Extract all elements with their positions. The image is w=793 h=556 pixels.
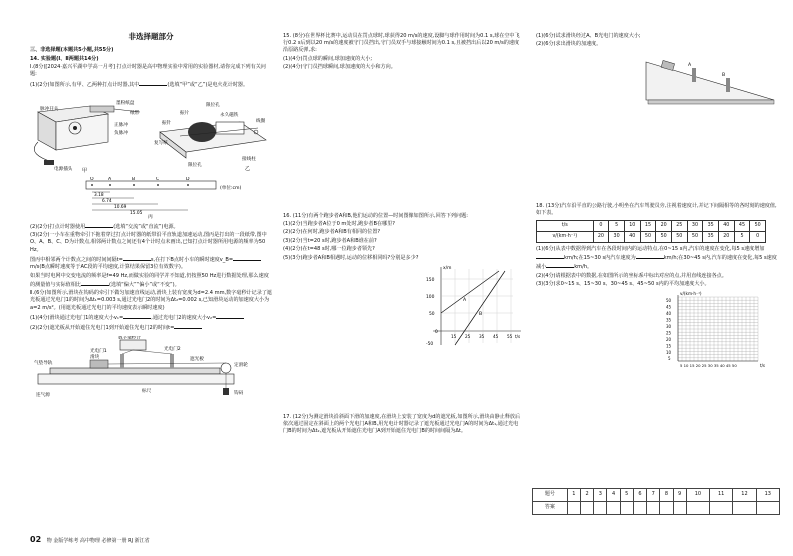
pt-D: D	[186, 176, 190, 182]
xt-xtick-25: 25	[465, 333, 471, 339]
q14-I-4: 如果当时电网中交变电流的频率是f=49 Hz,而做实验的同学并不知道,仍按照50 Hz进行数据处理,那么速度的测量值与实际值相比 (选填“偏大”“偏小”或“不变”)。	[30, 272, 269, 288]
answer-blank[interactable]	[233, 255, 261, 261]
vt-ytick-25: 25	[666, 330, 672, 336]
vt-ytick-40: 40	[666, 311, 672, 317]
xt-label-A: A	[463, 297, 467, 303]
label-pulse: 脉冲开关	[40, 106, 59, 112]
label-weight: 钩码	[234, 390, 244, 396]
label-vibr: 振片	[180, 110, 190, 116]
answer-blank[interactable]	[174, 323, 202, 329]
xt-xtick-55: 55	[507, 333, 513, 339]
tape-figure	[30, 177, 272, 219]
q15-answer-space[interactable]	[283, 73, 523, 213]
vt-ytick-50: 50	[666, 298, 672, 304]
xt-xtick-35: 35	[479, 333, 485, 339]
label-pulley: 定滑轮	[234, 362, 248, 368]
vt-xunit: t/s	[760, 363, 765, 369]
vt-xticks: 5 10 15 20 25 30 35 40 45 50	[680, 363, 737, 369]
xt-ytick-100: 100	[426, 294, 435, 300]
answer-cell[interactable]	[647, 502, 660, 515]
answer-cell[interactable]	[733, 502, 756, 515]
section-heading: 三、非选择题(本题共5小题,共55分)	[30, 47, 114, 54]
label-coil: 线圈	[256, 118, 266, 124]
airtrack-figure	[30, 336, 272, 402]
label-neg: 负脉冲	[114, 130, 128, 136]
incline-B: B	[722, 72, 726, 78]
incline-figure	[536, 52, 781, 112]
xt-ytick-50: 50	[429, 311, 435, 317]
dist-1: 3.18	[94, 192, 104, 198]
table-row-time: t/s 0 5 10 15 20 25 30 35 40 45 50	[537, 221, 766, 232]
q14-I-3a: (3)(2分)一小车在重物牵引下拖着穿过打点计时器的纸带沿平直轨道加速运动,图丙是打出的一段纸带,图中O、A、B、C、D为计数点,相邻两计数点之间还有4个计时点未画出,已知打点计时器所用电源的频率为50 Hz。	[30, 232, 267, 253]
xt-xunit: t/s	[515, 333, 521, 339]
q15-text: 15. (8分)在世界杯比赛中,运动员在罚点球时,球获得20 m/s的速度,设脚与球作用时间为0.1 s,球在空中飞行0.2 s后到以20 m/s的速度被守门员挡出,守门员双手与球接触时间为0.1 s,且被挡出后以20 m/s的速度沿原路反弹,求:	[283, 33, 520, 54]
q14-I-intro: Ⅰ.(8分)[2024·嘉兴平湖中学高一月考] 打点计时器是高中物理实验中常用的实验器材,请你完成下列有关问题:	[30, 63, 266, 78]
incline-A: A	[688, 62, 692, 68]
vt-grid	[536, 291, 781, 371]
q17-answer-space[interactable]	[536, 115, 781, 203]
pt-O: O	[90, 176, 94, 182]
vt-ytick-5: 5	[668, 356, 671, 362]
dist-4: 15.05	[130, 210, 143, 216]
speed-table	[536, 220, 766, 243]
label-terminal: 接线柱	[242, 156, 256, 162]
q14-I-2: (2)(2分)打点计时器使用 (选填“交流”或“直流”)电源。	[30, 223, 179, 230]
label-timer: 数字毫秒计	[118, 335, 141, 341]
answer-cell[interactable]	[581, 502, 594, 515]
q16-text: 16. (11分)有两个跑步者A和B,他们运动的位置—时间图像如图所示,回答下列问题:	[283, 212, 468, 219]
q17-s1: (1)(6分)试求滑块经过A、B光电门的速度大小;	[536, 33, 641, 39]
label-pos: 正脉冲	[114, 122, 128, 128]
timer-figure	[30, 92, 272, 174]
q14-II-intro: Ⅱ.(6分)如图所示,滑块在钩码的牵引下做匀加速直线运动,滑块上装有宽度为d=2.4 mm,数字毫秒计记录了遮光板通过光电门1的时间为Δt₁=0.003 s,通过光电门2的时间为Δt₂=0.002 s,已知滑块运动的加速度大小为a=2 m/s²。(用遮光板通过光电门的平均速度表示瞬时速度)	[30, 290, 273, 311]
q14-I-1: (1)(2分)如图所示,有甲、乙两种打点计时器,其中 (选填“甲”或“乙”)是电火花计时器。	[30, 81, 249, 88]
answer-table	[532, 488, 780, 515]
xt-yunit: x/m	[443, 265, 452, 271]
label-slider: 滑块	[90, 354, 100, 360]
answer-cell[interactable]	[686, 502, 709, 515]
vt-ytick-35: 35	[666, 317, 672, 323]
vt-ytick-10: 10	[666, 350, 672, 356]
vt-ytick-20: 20	[666, 337, 672, 343]
answer-cell[interactable]	[660, 502, 673, 515]
xt-graph	[283, 265, 523, 351]
q14-head: 14. 实验题(Ⅰ、Ⅱ两题共14分)	[30, 55, 99, 62]
xt-label-B: B	[479, 311, 483, 317]
vt-ytick-30: 30	[666, 324, 672, 330]
label-plug: 电源插头	[54, 166, 73, 172]
q18-s1: (1)(6分)从表中数据得到汽车在各段时间内的运动特点,在0~15 s内,汽车的速度在变化,每5 s速度增加km/h;在15~30 s内汽车速度为 km/h;在30~45 s内,汽车的速度在变化,每5 s速度减小 km/h。	[536, 246, 777, 271]
pt-B: B	[132, 176, 136, 182]
answer-blank[interactable]	[216, 313, 244, 319]
label-shade: 遮光板	[190, 356, 204, 362]
q15-s1: (1)(4分)罚点球的瞬间,球加速度的大小;	[283, 55, 373, 62]
answer-table-label-2: 答案	[533, 502, 568, 515]
answer-cell[interactable]	[633, 502, 646, 515]
q16-s3: (3)(2分)当t=20 s时,跑步者A和B谁在前?	[283, 237, 377, 244]
label-limit: 限位孔	[206, 102, 220, 108]
label-yi: 乙	[245, 165, 251, 172]
table-head-t: t/s	[537, 221, 594, 232]
vt-ytick-45: 45	[666, 304, 672, 310]
label-air: 连气源	[36, 392, 50, 398]
xt-xtick-45: 45	[493, 333, 499, 339]
label-tape: 纸带	[130, 110, 140, 116]
page-number: 02	[30, 535, 42, 544]
q14-I-3b: 图丙中相邻两个计数点之间的时间间隔t= s,在打下B点时小车的瞬时速度v_B=m/s(B点瞬时速度等于AC段的平均速度,计算结果保留3位有效数字)。	[30, 255, 272, 271]
answer-table-row-answers	[533, 502, 780, 515]
section-title: 非选择题部分	[128, 32, 174, 41]
answer-blank[interactable]	[536, 253, 564, 259]
answer-cell[interactable]	[673, 502, 686, 515]
answer-blank[interactable]	[123, 313, 151, 319]
label-paper-tray: 墨粉纸盘	[116, 100, 135, 106]
vt-ytick-15: 15	[666, 343, 672, 349]
answer-blank[interactable]	[123, 255, 151, 261]
q16-s4: (4)(2分)在t=48 s时,哪一位跑步者领先?	[283, 246, 375, 253]
answer-cell[interactable]	[756, 502, 779, 515]
q16-s1: (1)(2分)当跑步者A位于0 m处时,跑步者B在哪里?	[283, 220, 395, 227]
q18-text: 18. (13分)汽车沿平直的公路行驶,小明坐在汽车驾驶员旁,注视着速度计,并记下间隔相等的各时刻的速度值,如下表。	[536, 202, 777, 216]
label-track: 气垫导轨	[34, 360, 53, 366]
xt-ytick-neg50: -50	[426, 341, 434, 347]
xt-ytick-0: 0	[435, 329, 438, 335]
xt-ytick-150: 150	[426, 277, 435, 283]
label-limit2: 限位孔	[188, 162, 202, 168]
column-right	[536, 33, 781, 374]
tape-unit: (单位:cm)	[220, 185, 242, 191]
label-jia: 甲	[82, 167, 88, 174]
label-magnet: 永久磁铁	[220, 112, 239, 118]
answer-blank[interactable]	[85, 222, 113, 228]
q15-s2: (2)(4分)守门员挡球瞬间,球加速度的大小和方向。	[283, 64, 396, 71]
q17-text: 17. (12分)为测定滑块沿斜面下滑的加速度,在滑块上安装了宽度为d的遮光板,如图所示,滑块由静止释放后依次通过固定在斜面上的两个光电门A和B,用光电计时器记录了遮光板通过光电门A的时间为Δt₁,通过光电门B的时间为Δt₂,遮光板从开始遮住光电门A到开始遮住光电门B的时间间隔为Δt。	[283, 413, 521, 435]
column-middle	[283, 33, 523, 437]
q18-s2: (2)(4分)请根据表中的数据,在如图所示的坐标系中标出对应的点,并用直线连接各点。	[536, 272, 727, 279]
label-platen: 复写纸	[154, 140, 168, 146]
answer-blank[interactable]	[139, 80, 167, 86]
tape-caption: 丙	[148, 214, 153, 219]
dist-2: 6.74	[102, 198, 112, 204]
answer-cell[interactable]	[607, 502, 620, 515]
pt-A: A	[108, 176, 112, 182]
answer-table-label: 题号	[533, 489, 568, 502]
q14-II-1: (1)(4分)滑块通过光电门1的速度大小v₁= ,通过光电门2的速度大小v₂=	[30, 313, 272, 322]
label-gate2: 光电门2	[164, 346, 181, 352]
column-left	[30, 0, 272, 405]
label-gate1: 光电门1	[90, 348, 107, 354]
q16-s2: (2)(2分)在何时,跑步者A和B有相同的位置?	[283, 229, 381, 236]
answer-cell[interactable]	[567, 502, 580, 515]
q14-II-2: (2)(2分)遮光板从开始遮住光电门1到开始遮住光电门2的时间t=	[30, 323, 272, 332]
q17-s2: (2)(6分)求出滑块的加速度。	[536, 41, 602, 48]
vt-yunit: v/(km·h⁻¹)	[680, 291, 702, 297]
xt-xtick-15: 15	[451, 333, 457, 339]
q16-s5: (5)(3分)跑步者A和B相遇时,运动的位移相同吗?分别是多少?	[283, 254, 419, 261]
pt-C: C	[156, 176, 160, 182]
answer-cell[interactable]	[710, 502, 733, 515]
label-scale: 标尺	[142, 388, 152, 394]
electromagnetic-timer-device	[160, 122, 266, 158]
q18-s3: (3)(3分)求0~15 s、15~30 s、30~45 s、45~50 s内的平均加速度大小。	[536, 281, 710, 288]
answer-cell[interactable]	[620, 502, 633, 515]
line-A	[441, 271, 499, 313]
answer-table-row-nums: 题号 1 2 3 4 5 6 7 8 9 10 11 12 13	[533, 489, 780, 502]
answer-blank[interactable]	[546, 262, 574, 268]
label-needle: 振针	[162, 120, 172, 126]
dist-3: 10.69	[114, 204, 127, 210]
q16-answer-space[interactable]	[283, 354, 523, 414]
answer-blank[interactable]	[81, 280, 109, 286]
page-footer	[30, 536, 150, 545]
table-row-speed: v/(km·h⁻¹) 20 30 40 50 50 50 50 35 20 5 0	[537, 232, 766, 243]
footer-text: 物 金版学练考 高中物理 必修第一册 RJ 浙江省	[46, 538, 150, 544]
answer-blank[interactable]	[636, 253, 664, 259]
answer-cell[interactable]	[594, 502, 607, 515]
table-head-v: v/(km·h⁻¹)	[537, 232, 594, 243]
